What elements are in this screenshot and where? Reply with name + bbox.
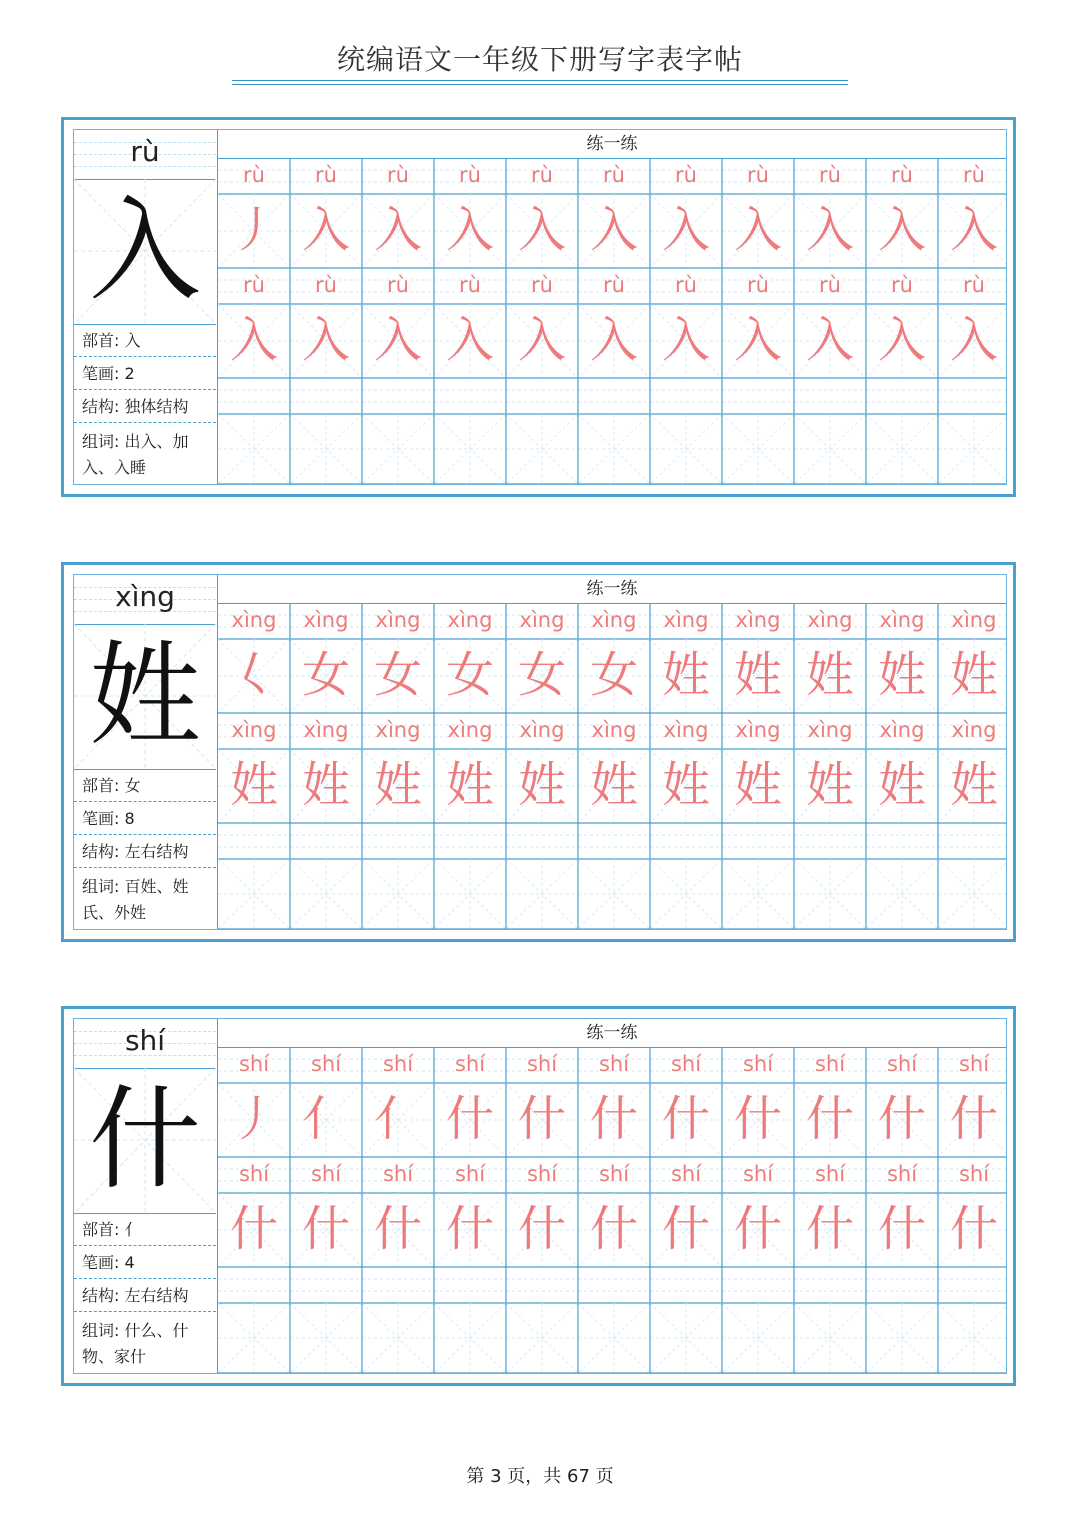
blank-practice-cell[interactable]: [290, 414, 362, 484]
trace-pinyin: shí: [382, 1052, 414, 1076]
trace-character[interactable]: 𡿨: [229, 647, 278, 703]
trace-character[interactable]: 姓: [733, 647, 782, 703]
trace-character[interactable]: 姓: [229, 757, 278, 813]
trace-character[interactable]: 入: [517, 202, 566, 258]
trace-character[interactable]: 什: [301, 1201, 350, 1257]
trace-character[interactable]: 入: [733, 312, 782, 368]
word-examples-value: 百姓、姓氏、外姓: [82, 877, 189, 922]
trace-pinyin: xìng: [663, 608, 709, 632]
trace-character[interactable]: 入: [589, 202, 638, 258]
radical-info: [74, 1214, 216, 1246]
pinyin-box: [74, 575, 216, 625]
radical-info-value: 女: [124, 776, 141, 795]
trace-character[interactable]: 入: [949, 202, 998, 258]
trace-pinyin: shí: [886, 1162, 918, 1186]
trace-pinyin: shí: [454, 1162, 486, 1186]
trace-pinyin: rù: [891, 273, 913, 297]
trace-pinyin: rù: [531, 273, 553, 297]
trace-pinyin: shí: [382, 1162, 414, 1186]
trace-character[interactable]: 女: [373, 647, 422, 703]
trace-character[interactable]: 入: [805, 202, 854, 258]
stroke-count-info: [74, 803, 216, 835]
trace-pinyin: rù: [315, 273, 337, 297]
practice-header: 练一练: [218, 575, 1006, 604]
trace-character[interactable]: 入: [589, 312, 638, 368]
trace-pinyin: xìng: [879, 608, 925, 632]
radical-info: [74, 770, 216, 802]
trace-pinyin: xìng: [303, 718, 349, 742]
trace-character[interactable]: 入: [301, 312, 350, 368]
trace-pinyin: xìng: [447, 608, 493, 632]
pinyin-box: [74, 1019, 216, 1069]
word-examples-label: 组词:: [82, 1321, 125, 1340]
blank-practice-cell[interactable]: [434, 1303, 506, 1373]
trace-character[interactable]: 什: [445, 1201, 494, 1257]
trace-character[interactable]: 入: [805, 312, 854, 368]
blank-practice-cell[interactable]: [290, 1303, 362, 1373]
trace-pinyin: xìng: [951, 718, 997, 742]
trace-character[interactable]: 入: [661, 312, 710, 368]
trace-pinyin: xìng: [735, 718, 781, 742]
word-examples-value: 什么、什物、家什: [82, 1321, 189, 1366]
trace-character[interactable]: 什: [589, 1091, 638, 1147]
blank-practice-cell[interactable]: [506, 414, 578, 484]
trace-pinyin: xìng: [447, 718, 493, 742]
trace-character[interactable]: 什: [805, 1091, 854, 1147]
structure-info-label: 结构:: [82, 842, 125, 861]
trace-character[interactable]: 姓: [805, 647, 854, 703]
trace-pinyin: rù: [315, 163, 337, 187]
trace-pinyin: shí: [526, 1052, 558, 1076]
trace-pinyin: rù: [243, 163, 265, 187]
trace-pinyin: xìng: [591, 608, 637, 632]
trace-pinyin: rù: [675, 273, 697, 297]
trace-pinyin: xìng: [375, 718, 421, 742]
blank-practice-cell[interactable]: [506, 859, 578, 929]
trace-pinyin: xìng: [951, 608, 997, 632]
practice-grid: [218, 130, 1006, 484]
stroke-count-info-value: 8: [124, 809, 135, 828]
trace-pinyin: shí: [814, 1052, 846, 1076]
character-pinyin: xìng: [115, 580, 175, 613]
stroke-count-info-label: 笔画:: [82, 364, 125, 383]
trace-pinyin: rù: [963, 273, 985, 297]
trace-character[interactable]: 什: [733, 1091, 782, 1147]
stroke-count-info-label: 笔画:: [82, 1253, 125, 1272]
structure-info-label: 结构:: [82, 1286, 125, 1305]
blank-practice-cell[interactable]: [218, 859, 290, 929]
blank-practice-cell[interactable]: [650, 414, 722, 484]
radical-info-value: 亻: [124, 1220, 141, 1239]
trace-pinyin: shí: [670, 1162, 702, 1186]
stroke-count-info-label: 笔画:: [82, 809, 125, 828]
trace-pinyin: shí: [814, 1162, 846, 1186]
trace-character[interactable]: 姓: [949, 757, 998, 813]
trace-pinyin: rù: [387, 163, 409, 187]
card-inner-frame: [73, 574, 1007, 930]
practice-grid: [218, 575, 1006, 929]
trace-character[interactable]: 姓: [805, 757, 854, 813]
trace-pinyin: xìng: [519, 608, 565, 632]
blank-practice-cell[interactable]: [866, 1303, 938, 1373]
trace-character[interactable]: 什: [373, 1201, 422, 1257]
character-grid-box: [74, 624, 216, 770]
structure-info: [74, 1280, 216, 1312]
trace-character[interactable]: 入: [733, 202, 782, 258]
trace-pinyin: shí: [598, 1052, 630, 1076]
trace-pinyin: xìng: [231, 608, 277, 632]
trace-character[interactable]: 亻: [373, 1091, 422, 1147]
word-examples-value: 出入、加入、入睡: [82, 432, 189, 477]
blank-practice-cell[interactable]: [578, 1303, 650, 1373]
trace-character[interactable]: 入: [517, 312, 566, 368]
trace-pinyin: shí: [598, 1162, 630, 1186]
blank-practice-cell[interactable]: [578, 414, 650, 484]
trace-pinyin: rù: [963, 163, 985, 187]
model-character: 什: [89, 1075, 201, 1205]
blank-practice-cell[interactable]: [794, 859, 866, 929]
trace-character[interactable]: 姓: [949, 647, 998, 703]
pinyin-box: [74, 130, 216, 180]
blank-practice-cell[interactable]: [362, 859, 434, 929]
blank-practice-cell[interactable]: [938, 859, 1010, 929]
character-card: [61, 562, 1016, 942]
word-examples: [74, 1314, 216, 1370]
trace-pinyin: xìng: [807, 718, 853, 742]
trace-pinyin: rù: [819, 273, 841, 297]
trace-character[interactable]: 丿: [229, 1091, 278, 1147]
character-pinyin: rù: [130, 135, 160, 168]
practice-grid: [218, 1019, 1006, 1373]
trace-pinyin: rù: [459, 163, 481, 187]
structure-info-value: 左右结构: [124, 1286, 189, 1305]
trace-character[interactable]: 什: [445, 1091, 494, 1147]
page-number: 第 3 页，共 67 页: [466, 1466, 614, 1487]
character-info-panel: [74, 1019, 218, 1373]
radical-info: [74, 325, 216, 357]
blank-practice-cell[interactable]: [722, 1303, 794, 1373]
title-underline-double: [232, 84, 848, 85]
trace-character[interactable]: 什: [517, 1091, 566, 1147]
stroke-count-info: [74, 1247, 216, 1279]
blank-practice-cell[interactable]: [362, 1303, 434, 1373]
trace-pinyin: shí: [670, 1052, 702, 1076]
trace-pinyin: rù: [603, 273, 625, 297]
trace-character[interactable]: 姓: [445, 757, 494, 813]
trace-pinyin: shí: [958, 1162, 990, 1186]
trace-pinyin: rù: [603, 163, 625, 187]
blank-practice-cell[interactable]: [290, 859, 362, 929]
blank-practice-cell[interactable]: [938, 414, 1010, 484]
model-character: 入: [89, 186, 201, 316]
trace-character[interactable]: 姓: [589, 757, 638, 813]
blank-practice-cell[interactable]: [722, 859, 794, 929]
blank-practice-cell[interactable]: [866, 414, 938, 484]
trace-character[interactable]: 入: [301, 202, 350, 258]
trace-pinyin: shí: [238, 1052, 270, 1076]
blank-practice-cell[interactable]: [794, 414, 866, 484]
trace-character[interactable]: 什: [805, 1201, 854, 1257]
word-examples: [74, 425, 216, 481]
radical-info-label: 部首:: [82, 331, 125, 350]
character-info-panel: [74, 575, 218, 929]
trace-pinyin: shí: [310, 1162, 342, 1186]
card-inner-frame: [73, 129, 1007, 485]
trace-pinyin: shí: [742, 1052, 774, 1076]
structure-info-label: 结构:: [82, 397, 125, 416]
structure-info: [74, 391, 216, 423]
trace-pinyin: rù: [747, 273, 769, 297]
trace-pinyin: rù: [747, 163, 769, 187]
trace-pinyin: xìng: [519, 718, 565, 742]
practice-header: 练一练: [218, 1019, 1006, 1048]
blank-practice-cell[interactable]: [362, 414, 434, 484]
trace-character[interactable]: 姓: [733, 757, 782, 813]
trace-pinyin: rù: [459, 273, 481, 297]
trace-pinyin: xìng: [231, 718, 277, 742]
radical-info-label: 部首:: [82, 1220, 125, 1239]
word-examples-label: 组词:: [82, 877, 125, 896]
trace-pinyin: shí: [310, 1052, 342, 1076]
trace-character[interactable]: 丿: [229, 202, 278, 258]
stroke-count-info-value: 4: [124, 1253, 135, 1272]
trace-character[interactable]: 什: [229, 1201, 278, 1257]
structure-info-value: 独体结构: [124, 397, 189, 416]
page-title: 统编语文一年级下册写字表字帖: [336, 43, 743, 76]
stroke-count-info: [74, 358, 216, 390]
trace-character[interactable]: 入: [877, 312, 926, 368]
trace-character[interactable]: 姓: [877, 647, 926, 703]
trace-pinyin: xìng: [375, 608, 421, 632]
trace-pinyin: shí: [886, 1052, 918, 1076]
blank-practice-cell[interactable]: [578, 859, 650, 929]
character-info-panel: [74, 130, 218, 484]
trace-character[interactable]: 入: [661, 202, 710, 258]
trace-character[interactable]: 亻: [301, 1091, 350, 1147]
trace-pinyin: rù: [531, 163, 553, 187]
trace-pinyin: xìng: [807, 608, 853, 632]
trace-pinyin: xìng: [591, 718, 637, 742]
radical-info-label: 部首:: [82, 776, 125, 795]
blank-practice-cell[interactable]: [218, 1303, 290, 1373]
blank-practice-cell[interactable]: [722, 414, 794, 484]
blank-practice-cell[interactable]: [434, 414, 506, 484]
word-examples-label: 组词:: [82, 432, 125, 451]
trace-character[interactable]: 姓: [661, 757, 710, 813]
structure-info: [74, 836, 216, 868]
blank-practice-cell[interactable]: [938, 1303, 1010, 1373]
trace-character[interactable]: 什: [661, 1091, 710, 1147]
blank-practice-cell[interactable]: [218, 414, 290, 484]
practice-header: 练一练: [218, 130, 1006, 159]
stroke-count-info-value: 2: [124, 364, 135, 383]
radical-info-value: 入: [124, 331, 141, 350]
trace-pinyin: rù: [243, 273, 265, 297]
word-examples: [74, 870, 216, 926]
trace-character[interactable]: 什: [877, 1091, 926, 1147]
trace-pinyin: xìng: [735, 608, 781, 632]
trace-pinyin: xìng: [303, 608, 349, 632]
character-grid-box: [74, 179, 216, 325]
blank-practice-cell[interactable]: [434, 859, 506, 929]
trace-character[interactable]: 姓: [877, 757, 926, 813]
blank-practice-cell[interactable]: [794, 1303, 866, 1373]
trace-character[interactable]: 什: [949, 1091, 998, 1147]
trace-character[interactable]: 姓: [517, 757, 566, 813]
trace-character[interactable]: 入: [373, 312, 422, 368]
model-character: 姓: [89, 631, 201, 761]
trace-character[interactable]: 什: [949, 1201, 998, 1257]
card-inner-frame: [73, 1018, 1007, 1374]
trace-character[interactable]: 什: [589, 1201, 638, 1257]
trace-pinyin: rù: [387, 273, 409, 297]
title-underline: [232, 80, 848, 81]
structure-info-value: 左右结构: [124, 842, 189, 861]
trace-character[interactable]: 姓: [301, 757, 350, 813]
blank-practice-cell[interactable]: [866, 859, 938, 929]
trace-pinyin: rù: [891, 163, 913, 187]
trace-character[interactable]: 姓: [373, 757, 422, 813]
character-pinyin: shí: [124, 1024, 166, 1057]
trace-character[interactable]: 入: [373, 202, 422, 258]
trace-character[interactable]: 女: [445, 647, 494, 703]
trace-character[interactable]: 女: [301, 647, 350, 703]
trace-character[interactable]: 入: [229, 312, 278, 368]
trace-pinyin: shí: [958, 1052, 990, 1076]
trace-pinyin: rù: [819, 163, 841, 187]
trace-pinyin: shí: [526, 1162, 558, 1186]
trace-pinyin: shí: [238, 1162, 270, 1186]
trace-character[interactable]: 什: [733, 1201, 782, 1257]
trace-pinyin: shí: [742, 1162, 774, 1186]
trace-character[interactable]: 什: [661, 1201, 710, 1257]
blank-practice-cell[interactable]: [650, 859, 722, 929]
trace-character[interactable]: 女: [517, 647, 566, 703]
trace-pinyin: xìng: [663, 718, 709, 742]
character-card: [61, 117, 1016, 497]
trace-pinyin: rù: [675, 163, 697, 187]
trace-character[interactable]: 入: [445, 312, 494, 368]
trace-character[interactable]: 女: [589, 647, 638, 703]
trace-pinyin: shí: [454, 1052, 486, 1076]
trace-pinyin: xìng: [879, 718, 925, 742]
blank-practice-cell[interactable]: [650, 1303, 722, 1373]
character-card: [61, 1006, 1016, 1386]
trace-character[interactable]: 什: [517, 1201, 566, 1257]
character-grid-box: [74, 1068, 216, 1214]
trace-character[interactable]: 什: [877, 1201, 926, 1257]
trace-character[interactable]: 姓: [661, 647, 710, 703]
blank-practice-cell[interactable]: [506, 1303, 578, 1373]
trace-character[interactable]: 入: [445, 202, 494, 258]
trace-character[interactable]: 入: [877, 202, 926, 258]
trace-character[interactable]: 入: [949, 312, 998, 368]
